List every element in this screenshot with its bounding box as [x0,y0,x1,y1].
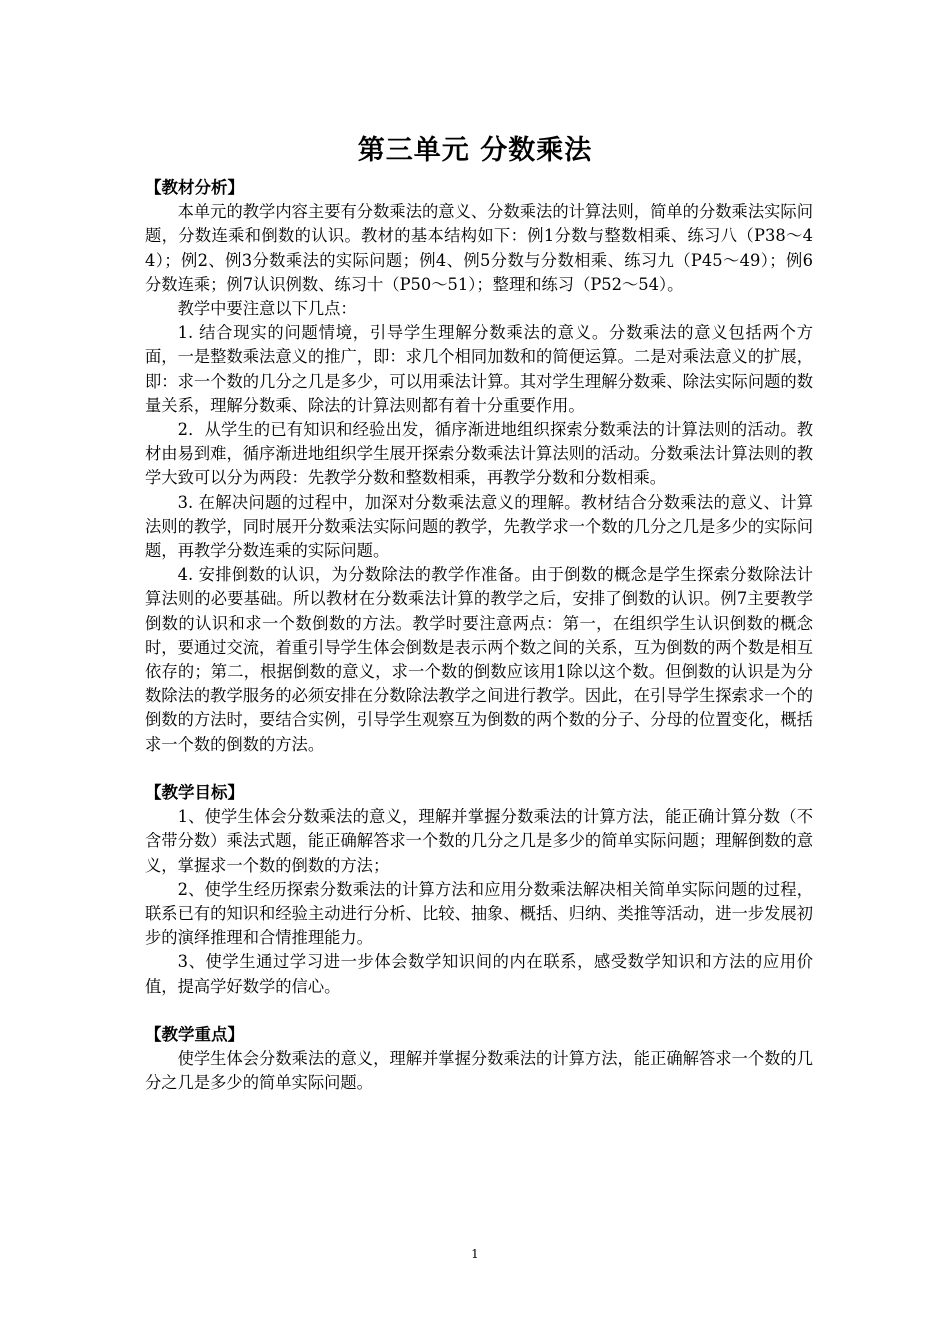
section-heading-objectives: 【教学目标】 [145,783,244,803]
paragraph: 教学中要注意以下几点： [177,299,357,319]
document-body [145,176,813,1096]
page-title: 第三单元 分数乘法 [357,135,593,166]
page-number: 1 [471,1247,479,1261]
paragraph: 1、使学生体会分数乘法的意义，理解并掌握分数乘法的计算方法，能正确计算分数（不含带分数）乘法式题，能正确解答求一个数的几分之几是多少的简单实际问题；理解倒数的意义，掌握求一个数的倒数的方法； [145,807,813,875]
section-spacer [145,999,813,1023]
paragraph: 本单元的教学内容主要有分数乘法的意义、分数乘法的计算法则，简单的分数乘法实际问题，分数连乘和倒数的认识。教材的基本结构如下：例1分数与整数相乘、练习八（P38～44）；例2、例3分数乘法的实际问题；例4、例5分数与分数相乘、练习九（P45～49）；例6分数连乘；例7认识例数、练习十（P50～51）；整理和练习（P52～54）。 [145,202,813,294]
paragraph: 2、使学生经历探索分数乘法的计算方法和应用分数乘法解决相关简单实际问题的过程，联系已有的知识和经验主动进行分析、比较、抽象、概括、归纳、类推等活动，进一步发展初步的演绎推理和合情推理能力。 [145,879,813,948]
paragraph: 使学生体会分数乘法的意义，理解并掌握分数乘法的计算方法，能正确解答求一个数的几分之几是多少的简单实际问题。 [145,1049,813,1093]
section-heading-key-points: 【教学重点】 [145,1025,244,1045]
paragraph: 1. 结合现实的问题情境，引导学生理解分数乘法的意义。分数乘法的意义包括两个方面，一是整数乘法意义的推广，即：求几个相同加数和的简便运算。二是对乘法意义的扩展，即：求一个数的几分之几是多少，可以用乘法计算。其对学生理解分数乘、除法实际问题的数量关系，理解分数乘、除法的计算法则都有着十分重要作用。 [145,323,813,415]
section-heading-analysis: 【教材分析】 [145,178,244,197]
paragraph: 4. 安排倒数的认识，为分数除法的教学作准备。由于倒数的概念是学生探索分数除法计算法则的必要基础。所以教材在分数乘法计算的教学之后，安排了倒数的认识。例7主要教学倒数的认识和求一个数倒数的方法。教学时要注意两点：第一，在组织学生认识倒数的概念时，要通过交流，着重引导学生体会倒数是表示两个数之间的关系，互为倒数的两个数是相互依存的；第二，根据倒数的意义，求一个数的倒数应该用1除以这个数。但倒数的认识是为分数除法的教学服务的必须安排在分数除法教学之间进行教学。因此，在引导学生探索求一个的倒数的方法时，要结合实例，引导学生观察互为倒数的两个数的分子、分母的位置变化，概括求一个数的倒数的方法。 [145,565,813,754]
paragraph: 2．从学生的已有知识和经验出发，循序渐进地组织探索分数乘法的计算法则的活动。教材由易到难，循序渐进地组织学生展开探索分数乘法计算法则的活动。分数乘法计算法则的教学大致可以分为两段：先教学分数和整数相乘，再教学分数和分数相乘。 [145,420,813,488]
paragraph: 3. 在解决问题的过程中，加深对分数乘法意义的理解。教材结合分数乘法的意义、计算法则的教学，同时展开分数乘法实际问题的教学，先教学求一个数的几分之几是多少的实际问题，再教学分数连乘的实际问题。 [145,492,813,561]
section-spacer [145,757,813,781]
paragraph: 3、使学生通过学习进一步体会数学知识间的内在联系，感受数学知识和方法的应用价值，提高学好数学的信心。 [145,952,813,996]
